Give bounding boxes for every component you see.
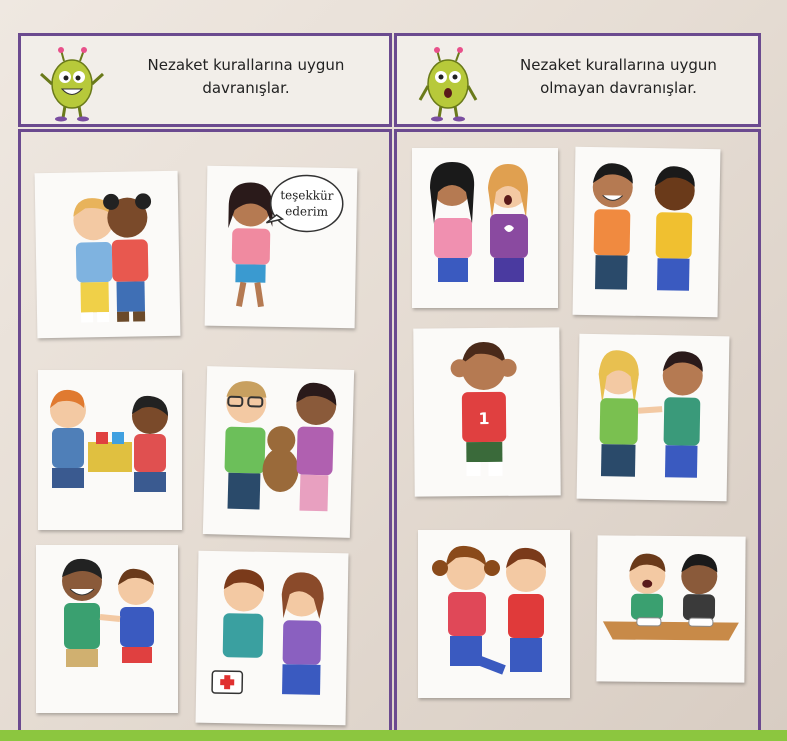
card-whispering	[412, 148, 558, 308]
card-sharing-toys	[38, 370, 182, 530]
impolite-title-line2: olmayan davranışlar.	[540, 79, 697, 97]
card-giving-teddy	[203, 366, 354, 538]
card-helping-hurt-friend	[196, 551, 349, 726]
card-saying-thanks	[205, 166, 358, 329]
happy-monster-icon	[37, 44, 107, 122]
impolite-header-title	[489, 54, 748, 100]
card-kicking	[418, 530, 570, 698]
card-laughing-at-friend	[573, 147, 721, 318]
polite-header-title	[113, 54, 379, 100]
thanks-bubble-line2: ederim	[285, 204, 329, 219]
card-friends-arm-in-arm	[36, 545, 178, 713]
polite-header	[18, 33, 392, 127]
card-hugging-friends	[35, 171, 181, 338]
card-pushing-friend	[577, 334, 730, 502]
surprised-monster-icon	[413, 44, 483, 122]
polite-title-line1: Nezaket kurallarına uygun	[147, 56, 345, 74]
card-covering-ears	[413, 327, 560, 496]
impolite-title-line1: Nezaket kurallarına uygun	[520, 56, 717, 74]
impolite-header	[394, 33, 761, 127]
polite-title-line2: davranışlar.	[202, 79, 290, 97]
shirt-number: 1	[478, 408, 490, 429]
bottom-green-bar	[0, 730, 787, 741]
thanks-bubble-line1: teşekkür	[280, 187, 334, 203]
card-eating-rudely	[596, 535, 745, 682]
